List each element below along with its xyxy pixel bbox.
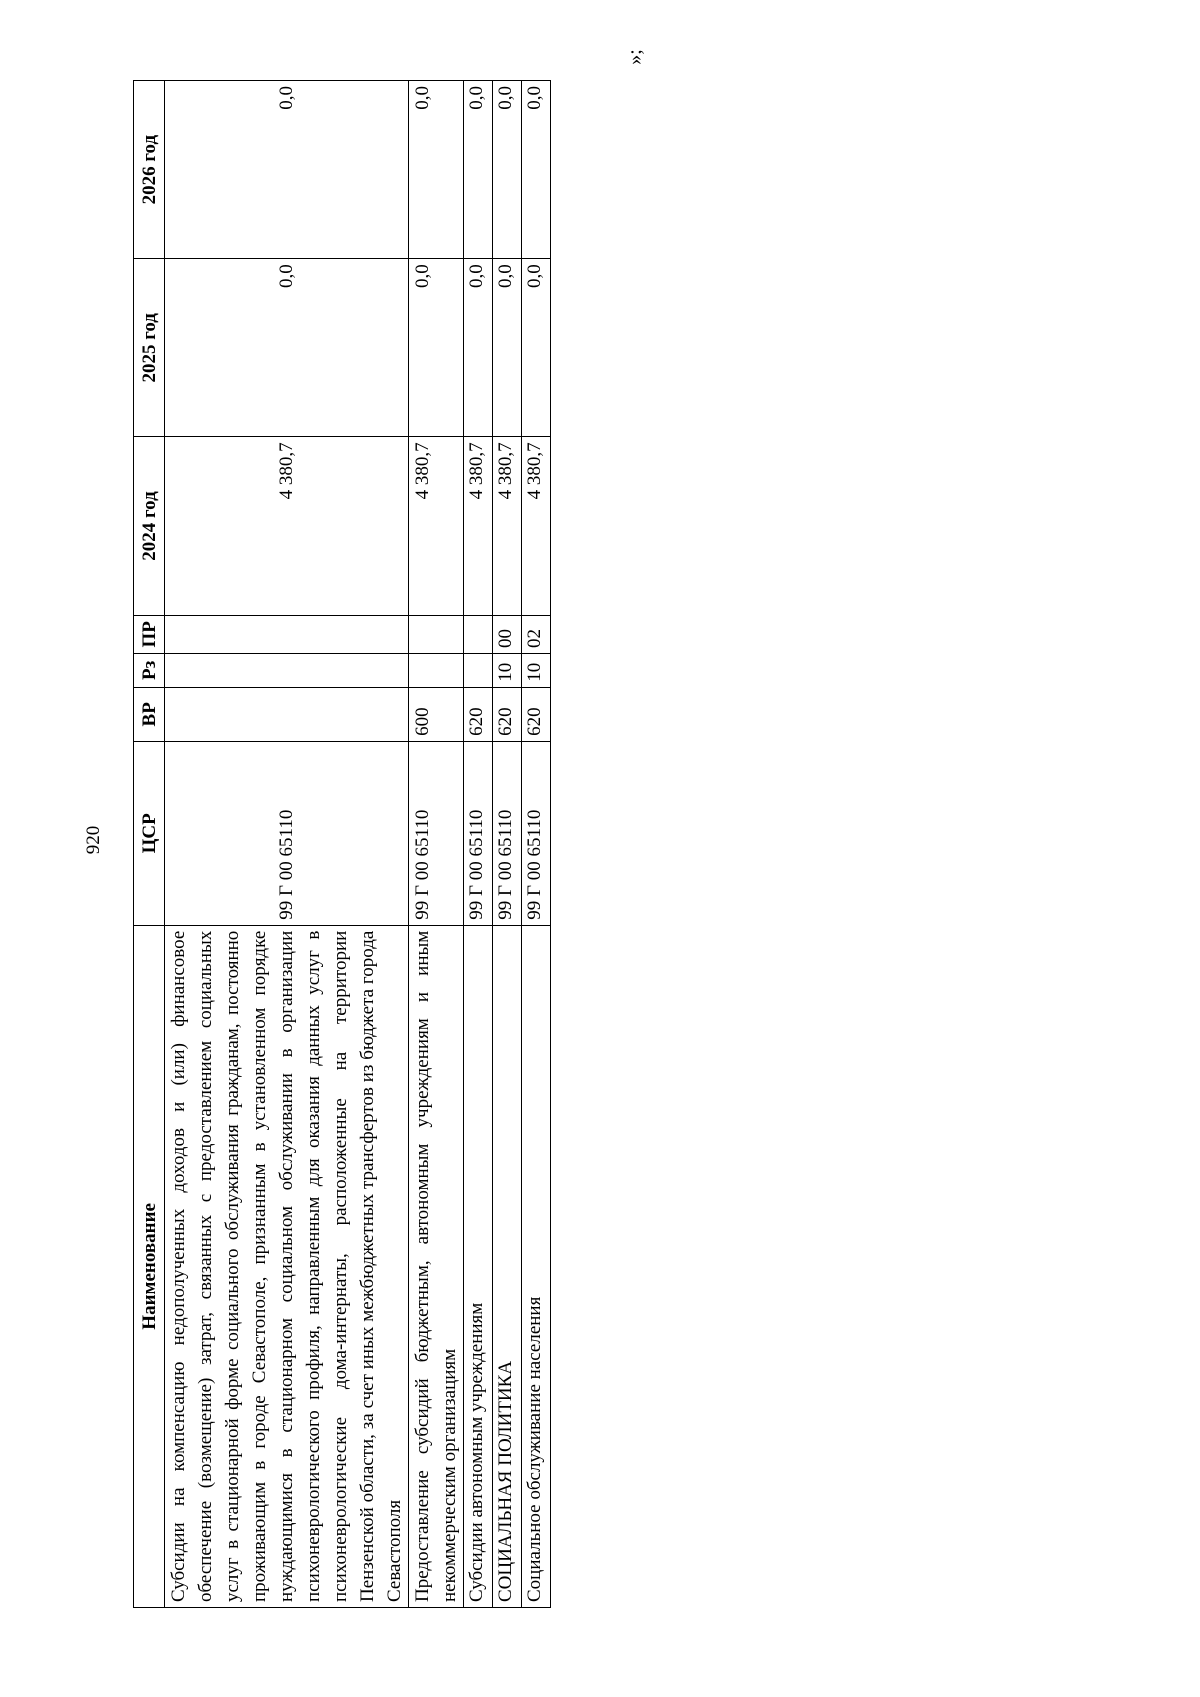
- row-rz: [464, 653, 493, 687]
- row-2025: 0,0: [409, 259, 464, 437]
- table-row: [464, 81, 493, 1608]
- header-2024: 2024 год: [134, 437, 165, 615]
- table-header-row: [134, 81, 165, 1608]
- header-2026: 2026 год: [134, 81, 165, 259]
- row-2024: 4 380,7: [464, 437, 493, 615]
- row-name: Субсидии на компенсацию недополученных доходов и (или) финансовое обеспечение (возмещение) затрат, связанных с предоставлением социальных услуг в стационарной форме социального обслуживания гражданам, постоянно проживающим в городе Севастополе, признанным в установленном порядке нуждающимися в стационарном социальном обслуживании в организации психоневрологического профиля, направленным для оказания данных услуг в психоневрологические дома-интернаты, расположенные на территории Пензенской области, за счет иных межбюджетных трансфертов из бюджета города Севастополя: [165, 925, 409, 1607]
- row-csr: 99 Г 00 65110: [522, 741, 551, 925]
- row-2024: 4 380,7: [493, 437, 522, 615]
- table-row: [493, 81, 522, 1608]
- row-2024: 4 380,7: [522, 437, 551, 615]
- header-pr: ПР: [134, 615, 165, 653]
- row-vr: 600: [409, 687, 464, 741]
- row-2026: 0,0: [165, 81, 409, 259]
- row-csr: 99 Г 00 65110: [464, 741, 493, 925]
- row-pr: 00: [493, 615, 522, 653]
- rotated-table-frame: [133, 80, 603, 1608]
- table-row: [409, 81, 464, 1608]
- closing-quote-mark: »;: [624, 49, 646, 65]
- row-2024: 4 380,7: [165, 437, 409, 615]
- row-2025: 0,0: [522, 259, 551, 437]
- row-name: Социальное обслуживание населения: [522, 925, 551, 1607]
- row-rz: 10: [493, 653, 522, 687]
- row-2025: 0,0: [464, 259, 493, 437]
- row-pr: 02: [522, 615, 551, 653]
- row-2026: 0,0: [493, 81, 522, 259]
- row-2026: 0,0: [464, 81, 493, 259]
- page-number: 920: [83, 825, 104, 855]
- row-2026: 0,0: [522, 81, 551, 259]
- row-2024: 4 380,7: [409, 437, 464, 615]
- row-name: СОЦИАЛЬНАЯ ПОЛИТИКА: [493, 925, 522, 1607]
- header-rz: Рз: [134, 653, 165, 687]
- row-pr: [464, 615, 493, 653]
- row-name: Предоставление субсидий бюджетным, автономным учреждениям и иным некоммерческим организациям: [409, 925, 464, 1607]
- row-csr: 99 Г 00 65110: [165, 741, 409, 925]
- row-pr: [165, 615, 409, 653]
- row-pr: [409, 615, 464, 653]
- row-rz: 10: [522, 653, 551, 687]
- header-2025: 2025 год: [134, 259, 165, 437]
- budget-table: [133, 80, 551, 1608]
- row-vr: [165, 687, 409, 741]
- row-vr: 620: [522, 687, 551, 741]
- row-name: Субсидии автономным учреждениям: [464, 925, 493, 1607]
- row-2025: 0,0: [493, 259, 522, 437]
- row-csr: 99 Г 00 65110: [409, 741, 464, 925]
- row-2025: 0,0: [165, 259, 409, 437]
- header-name: Наименование: [134, 925, 165, 1607]
- rotated-table-wrapper: [133, 80, 603, 1608]
- table-row: [165, 81, 409, 1608]
- row-csr: 99 Г 00 65110: [493, 741, 522, 925]
- row-2026: 0,0: [409, 81, 464, 259]
- row-vr: 620: [493, 687, 522, 741]
- row-rz: [165, 653, 409, 687]
- header-csr: ЦСР: [134, 741, 165, 925]
- table-row: [522, 81, 551, 1608]
- row-vr: 620: [464, 687, 493, 741]
- header-vr: ВР: [134, 687, 165, 741]
- row-rz: [409, 653, 464, 687]
